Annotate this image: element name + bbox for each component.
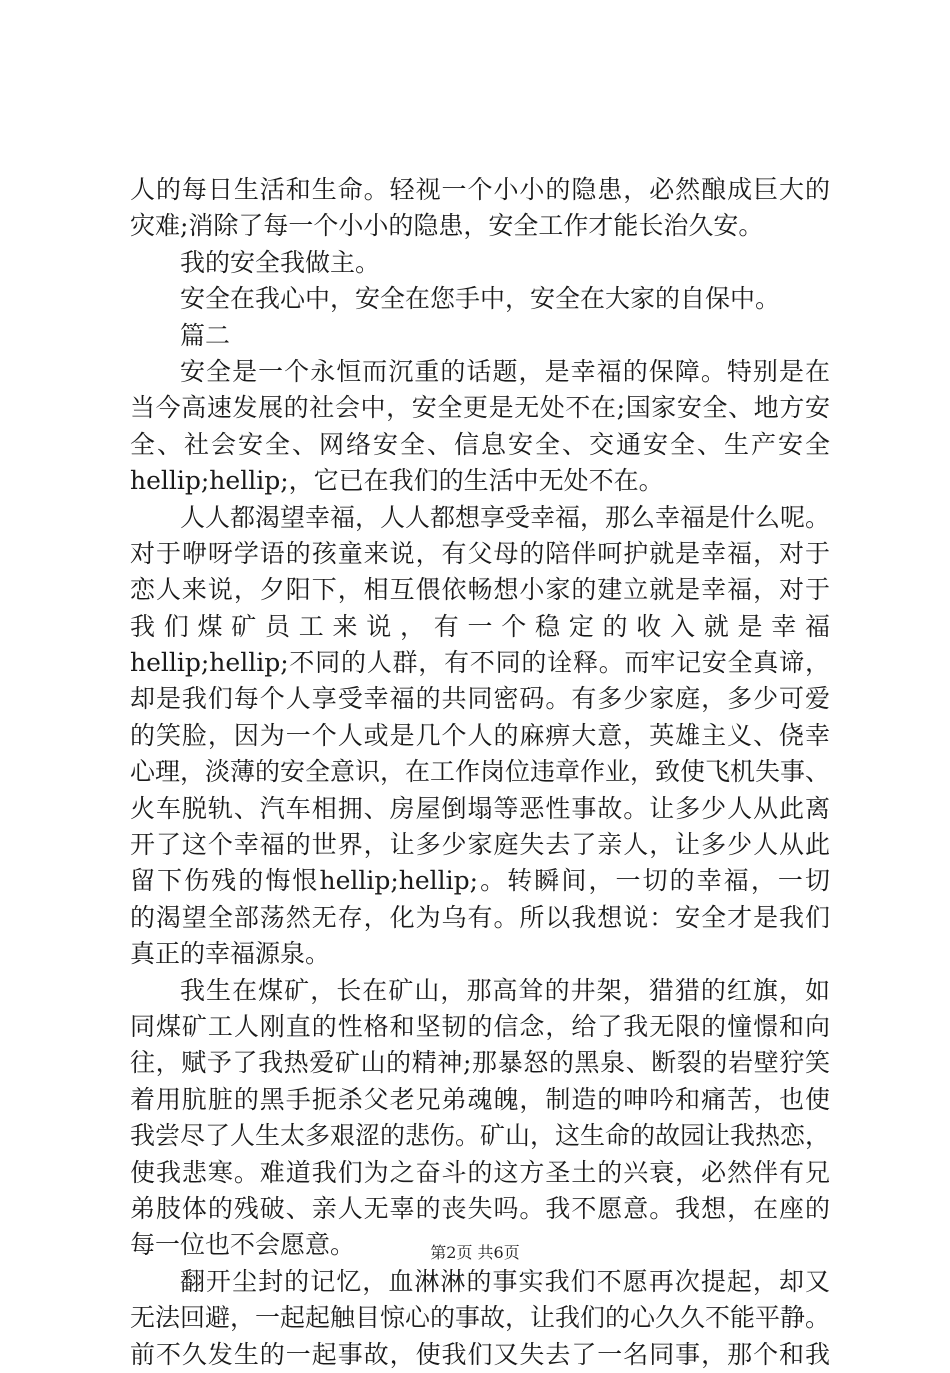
text-line: 安全是一个永恒而沉重的话题，是幸福的保障。特别是在 [180,356,830,386]
text-line: 使我悲寒。难道我们为之奋斗的这方圣土的兴衰，必然伴有兄 [130,1157,830,1187]
text-line: 恋人来说，夕阳下，相互偎依畅想小家的建立就是幸福，对于 [130,575,830,605]
text-line: 火车脱轨、汽车相拥、房屋倒塌等恶性事故。让多少人从此离 [130,793,830,823]
text-line: 当今高速发展的社会中，安全更是无处不在;国家安全、地方安 [130,393,830,423]
text-line: hellip;hellip;，它已在我们的生活中无处不在。 [130,466,664,496]
text-line: 我尝尽了人生太多艰涩的悲伤。矿山，这生命的故园让我热恋， [130,1121,830,1151]
text-line: 人的每日生活和生命。轻视一个小小的隐患，必然酿成巨大的 [130,175,830,204]
text-line: 无法回避，一起起触目惊心的事故，让我们的心久久不能平静。 [130,1303,830,1333]
document-body [130,172,830,1373]
text-line: 留下伤残的悔恨hellip;hellip;。转瞬间，一切的幸福，一切 [130,866,830,896]
text-line: 人人都渴望幸福，人人都想享受幸福，那么幸福是什么呢。 [180,502,830,532]
text-line: 每一位也不会愿意。 [130,1230,356,1260]
text-line: 却是我们每个人享受幸福的共同密码。有多少家庭，多少可爱 [130,684,830,714]
page-number-label: 第2页 共6页 [430,1243,520,1262]
text-line: 同煤矿工人刚直的性格和坚韧的信念，给了我无限的憧憬和向 [130,1011,830,1041]
text-line: 对于咿呀学语的孩童来说，有父母的陪伴呵护就是幸福，对于 [130,538,830,568]
text-line: 安全在我心中，安全在您手中，安全在大家的自保中。 [180,284,781,314]
text-line: 篇二 [180,320,231,350]
text-line: 弟肢体的残破、亲人无辜的丧失吗。我不愿意。我想，在座的 [130,1193,830,1223]
text-line: 的笑脸，因为一个人或是几个人的麻痹大意，英雄主义、侥幸 [130,720,830,750]
text-line: 真正的幸福源泉。 [130,939,331,969]
text-line: hellip;hellip;不同的人群，有不同的诠释。而牢记安全真谛， [130,648,830,678]
text-line: 我们煤矿员工来说，有一个稳定的收入就是幸福 [130,611,830,641]
text-line: 我生在煤矿，长在矿山，那高耸的井架，猎猎的红旗，如 [180,975,830,1005]
text-line: 开了这个幸福的世界，让多少家庭失去了亲人，让多少人从此 [130,830,830,860]
text-line: 往，赋予了我热爱矿山的精神;那暴怒的黑泉、断裂的岩壁狞笑 [130,1048,830,1078]
page-footer [0,1242,950,1264]
text-line: 前不久发生的一起事故，使我们又失去了一名同事，那个和我 [130,1339,830,1369]
text-line: 的渴望全部荡然无存，化为乌有。所以我想说：安全才是我们 [130,902,830,932]
text-line: 翻开尘封的记忆，血淋淋的事实我们不愿再次提起，却又 [180,1266,830,1296]
text-line: 着用肮脏的黑手扼杀父老兄弟魂魄，制造的呻吟和痛苦，也使 [130,1084,830,1114]
text-line: 我的安全我做主。 [180,247,381,277]
text-line: 灾难;消除了每一个小小的隐患，安全工作才能长治久安。 [130,211,764,241]
text-line: 全、社会安全、网络安全、信息安全、交通安全、生产安全 [130,429,830,459]
text-line: 心理，淡薄的安全意识，在工作岗位违章作业，致使飞机失事、 [130,757,830,787]
